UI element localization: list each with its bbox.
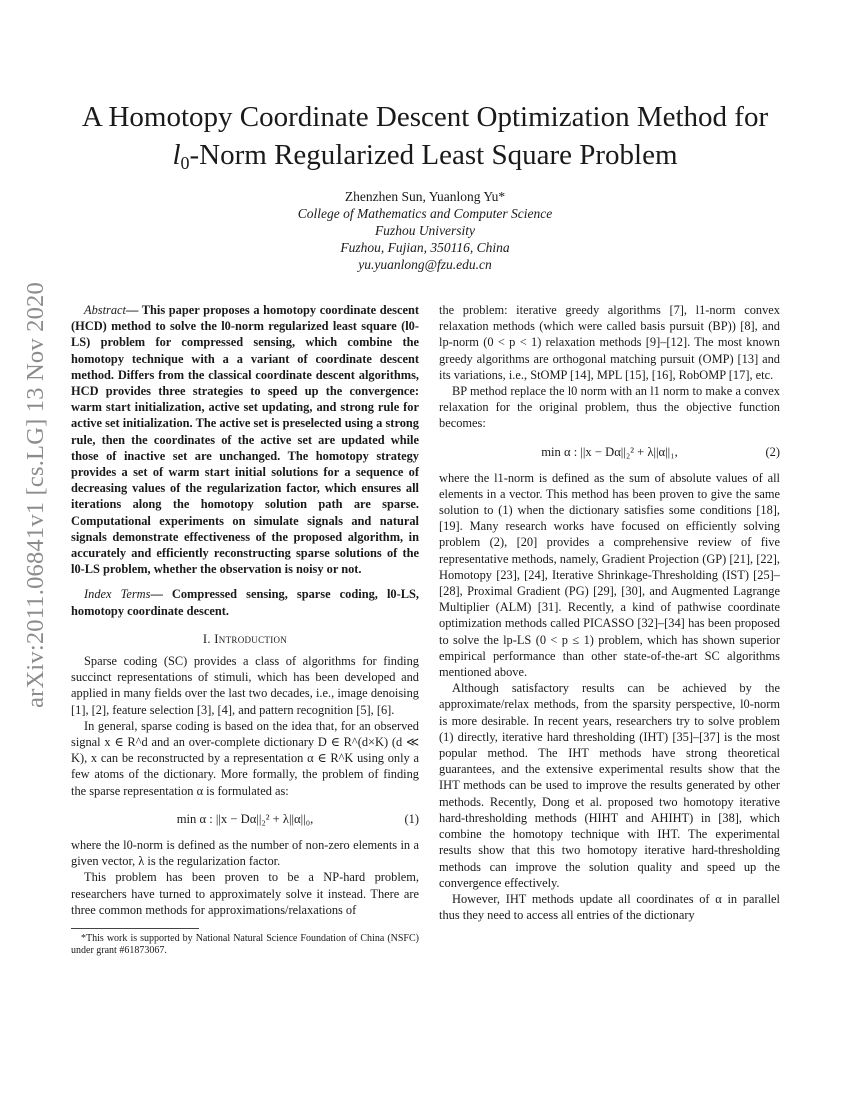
equation-2-number: (2) [765, 444, 780, 459]
abstract-text: — This paper proposes a homotopy coordinate descent (HCD) method to solve the l0-norm regularized least square (l0-LS) problem for compressed sensing, which combine the homotopy technique with a a variant of coordinate descent method. Differs from the classical coordinate descent algorithms, HCD provides three strategies to speed up the convergence: warm start initialization, active set updating, and strong rule for active set initialization. The active set is preselected using a strong rule, then the coordinates of the active set are updated while those of inactive set are unchanged. The homotopy strategy provides a set of warm start initial solutions for a sequence of decreasing values of the regularization factor, which ensures all iterations along the homotopy solution path are sparse. Computational experiments on simulate signals and natural signals demonstrate effectiveness of the proposed algorithm, in accurately and efficiently reconstructing sparse solutions of the l0-LS problem, whether the observation is noisy or not. [71, 303, 419, 577]
equation-2-body: min α : ||x − Dα||₂² + λ||α||₁, [541, 444, 678, 459]
title-line-2: -Norm Regularized Least Square Problem [189, 139, 678, 171]
abstract-label: Abstract [84, 303, 126, 317]
intro-paragraph-4: This problem has been proven to be a NP-hard problem, researchers have turned to approximately solve it instead. There are three common methods for approximations/relaxations of [71, 870, 419, 917]
arxiv-identifier: arXiv:2011.06841v1 [cs.LG] 13 Nov 2020 [22, 282, 49, 708]
equation-1-number: (1) [404, 811, 419, 826]
section-heading-introduction: I. Introduction [202, 631, 288, 646]
intro-paragraph-2: In general, sparse coding is based on the idea that, for an observed signal x ∈ R^d and an over-complete dictionary D ∈ R^(d×K) (d ≪ K), x can be reconstructed by a representation α ∈ R^K using only a few atoms of the dictionary. More formally, the problem of finding the sparse representation α is formulated as: [71, 718, 419, 798]
abstract [71, 302, 419, 577]
title-line-1: A Homotopy Coordinate Descent Optimization Method for [81, 101, 769, 133]
right-paragraph-3: where the l1-norm is defined as the sum of absolute values of all elements in a vector. This method has been proven to give the same solution to (1) when the dictionary satisfies some conditions [18], [19]. Many research works have focused on efficiently solving problem (2), [20] provides a comprehensive review of five representative methods, namely, Gradient Projection (GP) [21], [22], Homotopy [23], [24], Iterative Shrinkage-Thresholding (IST) [25]–[28], Proximal Gradient (PG) [29], [30], and Augmented Lagrange Multiplier (ALM) [31]. Recently, a kind of pathwise coordinate optimization methods called PICASSO [32]–[34] has been proposed to solve the lp-LS (0 < p ≤ 1) problem, which has shown superior empirical performance than other state-of-the-art SC algorithms mentioned above. [439, 470, 780, 680]
left-column [71, 302, 419, 958]
footnote-divider [71, 928, 199, 929]
intro-paragraph-3: where the l0-norm is defined as the number of non-zero elements in a given vector, λ is the regularization factor. [71, 837, 419, 869]
funding-footnote: *This work is supported by National Natural Science Foundation of China (NSFC) under grant #61873067. [71, 932, 419, 957]
author-names: Zhenzhen Sun, Yuanlong Yu* [344, 189, 506, 204]
right-paragraph-1: the problem: iterative greedy algorithms [7], l1-norm convex relaxation methods (which were called basis pursuit (BP)) [8], and lp-norm (0 < p < 1) relaxation methods [9]–[12]. The most known greedy algorithms are orthogonal matching pursuit (OMP) [13] and its variations, i.e., StOMP [14], MPL [15], [16], RobOMP [17], etc. [439, 303, 780, 382]
index-terms-label: Index Terms [84, 587, 151, 602]
title-l0-subscript: 0 [180, 153, 190, 173]
right-paragraph-2: BP method replace the l0 norm with an l1 norm to make a convex relaxation for the original problem, thus the objective function becomes: [439, 384, 780, 431]
right-column [439, 302, 780, 923]
equation-2 [439, 438, 780, 466]
paper-title [60, 98, 790, 174]
affiliation-university: Fuzhou University [374, 223, 476, 238]
arxiv-stamp [14, 282, 58, 708]
intro-paragraph-1: Sparse coding (SC) provides a class of algorithms for finding succinct representations of stimuli, which has been developed and applied in many fields over the last two decades, i.e., image denoising [1], [2], feature selection [3], [4], and pattern recognition [5], [6]. [71, 654, 419, 717]
affiliation-college: College of Mathematics and Computer Science [297, 206, 553, 221]
author-block [100, 188, 750, 273]
right-paragraph-4: Although satisfactory results can be achieved by the approximate/relax methods, from the sparsity perspective, l0-norm is more desirable. In recent years, researchers try to solve problem (1) directly, iterative hard thresholding (IHT) [35]–[37] is the most popular method. The IHT methods have strong theoretical guarantees, and the extensive experimental results show that the IHT methods can be used to improve the results generated by other methods. Recently, Dong et al. proposed two homotopy iterative hard-thresholding methods (HIHT and AHIHT) in [38], which combine the homotopy technique with IHT. The experimental results show that this two homotopy iterative hard-thresholding methods can improve the solution quality and speed up the convergence effectively. [439, 681, 780, 890]
affiliation-address: Fuzhou, Fujian, 350116, China [340, 240, 510, 255]
equation-1 [71, 805, 419, 833]
right-paragraph-5: However, IHT methods update all coordinates of α in parallel thus they need to access all entries of the dictionary [439, 891, 780, 923]
index-terms [71, 586, 419, 618]
equation-1-body: min α : ||x − Dα||₂² + λ||α||₀, [176, 811, 314, 826]
index-terms-text: — Compressed sensing, sparse coding, l0-LS, homotopy coordinate descent. [71, 587, 419, 618]
title-l0-symbol: l [172, 139, 181, 171]
author-email: yu.yuanlong@fzu.edu.cn [358, 257, 492, 272]
